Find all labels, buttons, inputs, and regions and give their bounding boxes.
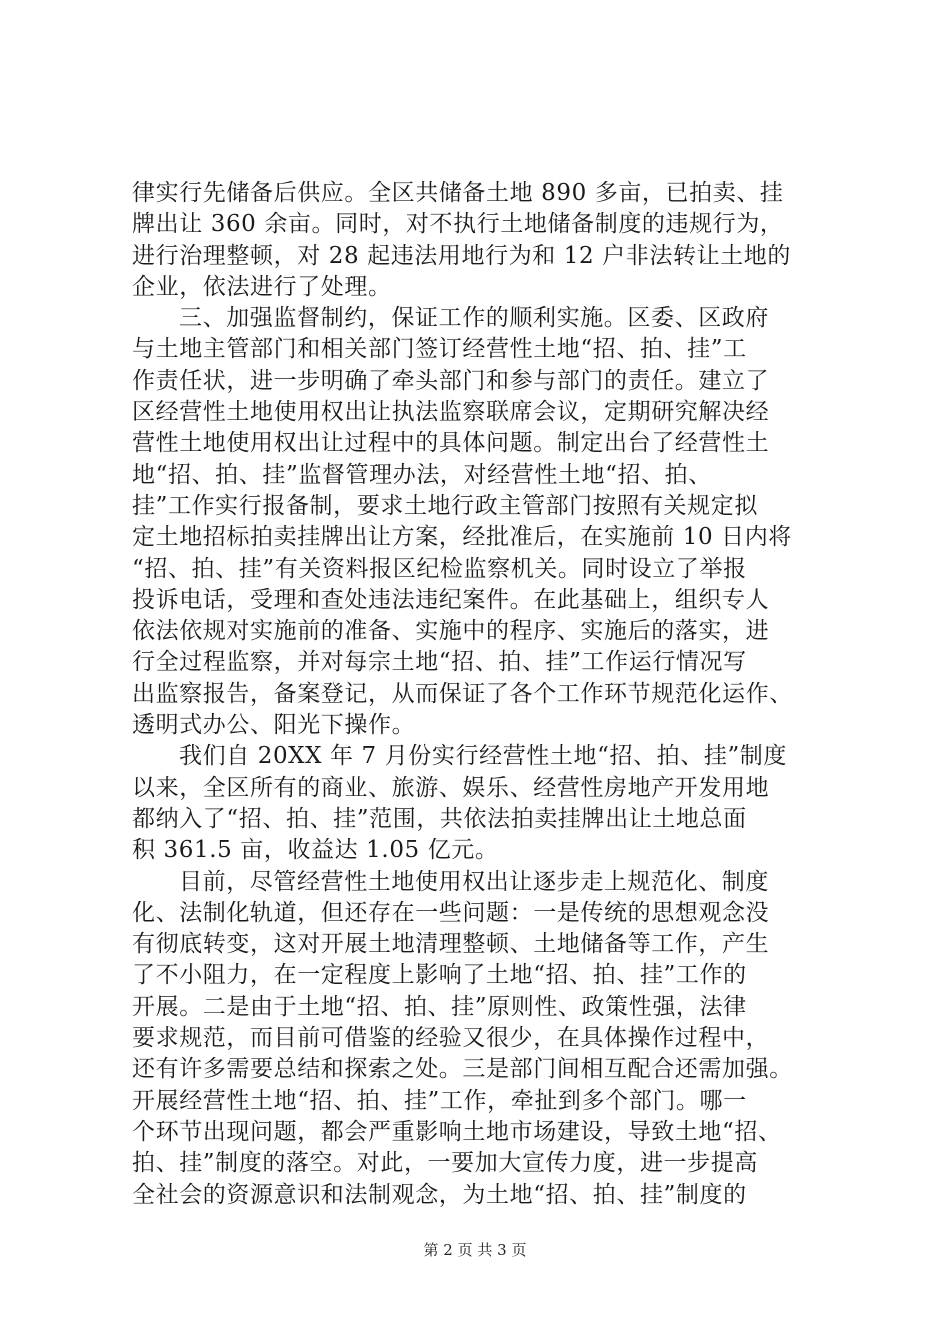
paragraph-1 — [132, 178, 832, 303]
text-line: 牌出让 360 余亩。同时，对不执行土地储备制度的违规行为， — [132, 211, 784, 238]
text-line: 三、加强监督制约，保证工作的顺利实施。区委、区政府 — [179, 305, 769, 332]
text-line: 我们自 20XX 年 7 月份实行经营性土地“招、拍、挂”制度 — [179, 743, 788, 770]
text-line: 作责任状，进一步明确了牵头部门和参与部门的责任。建立了 — [132, 367, 770, 394]
text-line: 透明式办公、阳光下操作。 — [132, 712, 416, 739]
text-line: 依法依规对实施前的准备、实施中的程序、实施后的落实，进 — [132, 618, 770, 645]
text-line: “招、拍、挂”有关资料报区纪检监察机关。同时设立了举报 — [132, 555, 747, 582]
text-line: 开展。二是由于土地“招、拍、挂”原则性、政策性强，法律 — [132, 993, 747, 1020]
paragraph-2 — [132, 303, 832, 741]
text-line: 出监察报告，备案登记，从而保证了各个工作环节规范化运作、 — [132, 680, 793, 707]
text-line: 与土地主管部门和相关部门签订经营性土地“招、拍、挂”工 — [132, 336, 747, 363]
text-line: 了不小阻力，在一定程度上影响了土地“招、拍、挂”工作的 — [132, 962, 747, 989]
text-line: 企业，依法进行了处理。 — [132, 273, 392, 300]
text-line: 化、法制化轨道，但还存在一些问题：一是传统的思想观念没 — [132, 899, 770, 926]
text-line: 进行治理整顿，对 28 起违法用地行为和 12 户非法转让土地的 — [132, 242, 791, 269]
text-line: 挂”工作实行报备制，要求土地行政主管部门按照有关规定拟 — [132, 492, 758, 519]
text-line: 全社会的资源意识和法制观念，为土地“招、拍、挂”制度的 — [132, 1181, 747, 1208]
text-line: 还有许多需要总结和探索之处。三是部门间相互配合还需加强。 — [132, 1056, 793, 1083]
text-line: 地“招、拍、挂”监督管理办法，对经营性土地“招、拍、 — [132, 461, 712, 488]
text-line: 拍、挂”制度的落空。对此，一要加大宣传力度，进一步提高 — [132, 1150, 758, 1177]
text-line: 目前，尽管经营性土地使用权出让逐步走上规范化、制度 — [179, 868, 769, 895]
text-line: 营性土地使用权出让过程中的具体问题。制定出台了经营性土 — [132, 430, 770, 457]
text-line: 个环节出现问题，都会严重影响土地市场建设，导致土地“招、 — [132, 1118, 782, 1145]
text-line: 开展经营性土地“招、拍、挂”工作，牵扯到多个部门。哪一 — [132, 1087, 747, 1114]
document-body — [132, 178, 832, 1211]
paragraph-3 — [132, 741, 832, 866]
text-line: 律实行先储备后供应。全区共储备土地 890 多亩，已拍卖、挂 — [132, 180, 784, 206]
text-line: 积 361.5 亩，收益达 1.05 亿元。 — [132, 837, 499, 864]
text-line: 投诉电话，受理和查处违法违纪案件。在此基础上，组织专人 — [132, 586, 770, 613]
text-line: 以来，全区所有的商业、旅游、娱乐、经营性房地产开发用地 — [132, 774, 770, 801]
page-number-footer: 第 2 页 共 3 页 — [423, 1241, 527, 1259]
text-line: 都纳入了“招、拍、挂”范围，共依法拍卖挂牌出让土地总面 — [132, 805, 747, 832]
text-line: 定土地招标拍卖挂牌出让方案，经批准后，在实施前 10 日内将 — [132, 524, 792, 551]
paragraph-4 — [132, 867, 832, 1211]
text-line: 有彻底转变，这对开展土地清理整顿、土地储备等工作，产生 — [132, 931, 770, 958]
text-line: 区经营性土地使用权出让执法监察联席会议，定期研究解决经 — [132, 399, 770, 426]
text-line: 行全过程监察，并对每宗土地“招、拍、挂”工作运行情况写 — [132, 649, 747, 676]
text-line: 要求规范，而目前可借鉴的经验又很少，在具体操作过程中， — [132, 1025, 770, 1052]
